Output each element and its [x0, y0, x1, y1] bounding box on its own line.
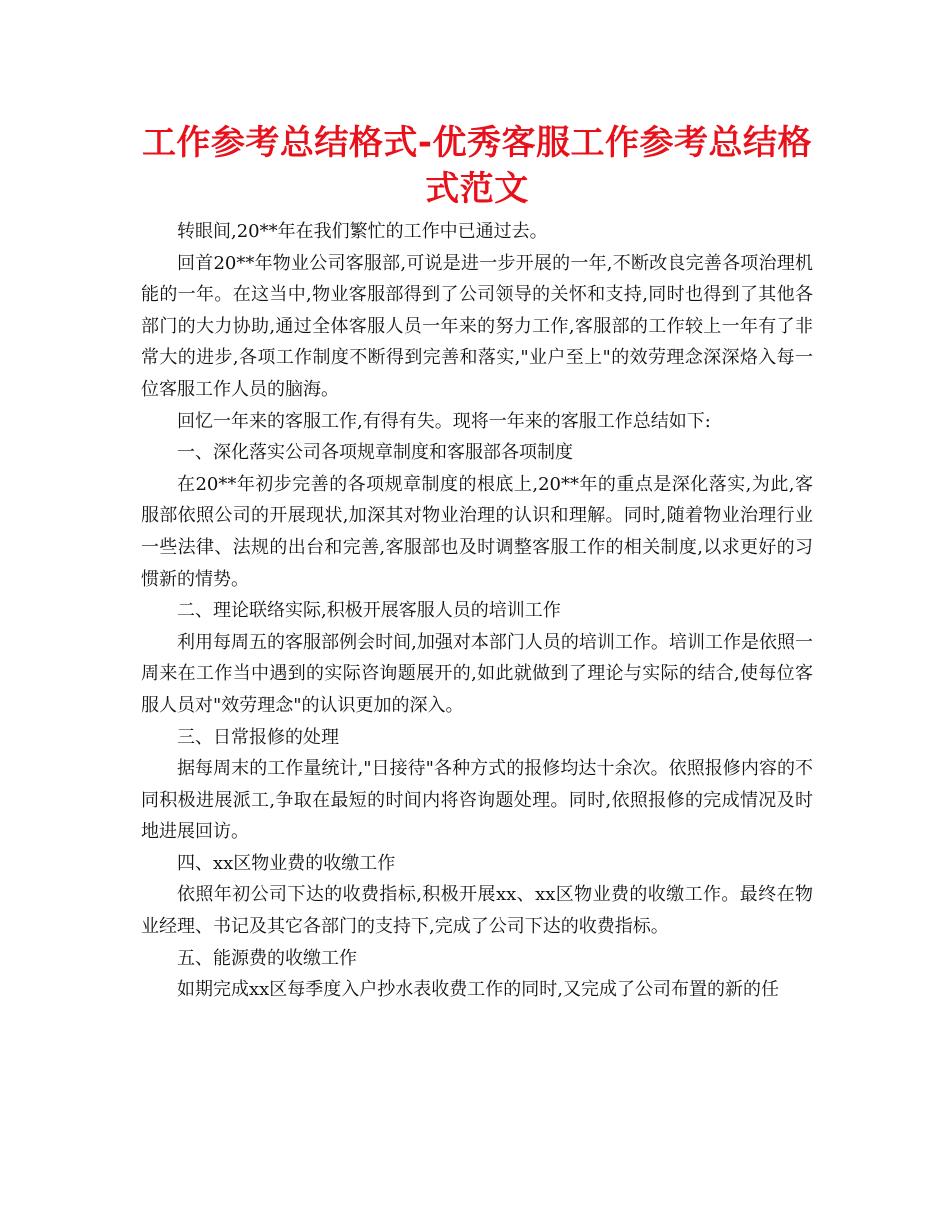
section-heading: 五、能源费的收缴工作: [177, 947, 357, 969]
document-title: 工作参考总结格式-优秀客服工作参考总结格式范文: [141, 123, 813, 209]
paragraph: 利用每周五的客服部例会时间,加强对本部门人员的培训工作。培训工作是依照一周来在工作当中遇到的实际咨询题展开的,如此就做到了理论与实际的结合,使每位客服人员对"效劳理念"的认识更加的深入。: [141, 631, 813, 716]
document-page: [141, 120, 813, 1006]
paragraph: 据每周末的工作量统计,"日接待"各种方式的报修均达十余次。依照报修内容的不同积极进展派工,争取在最短的时间内将咨询题处理。同时,依照报修的完成情况及时地进展回访。: [141, 758, 813, 843]
section-heading: 三、日常报修的处理: [177, 726, 339, 748]
section-heading: 一、深化落实公司各项规章制度和客服部各项制度: [177, 442, 573, 464]
paragraph: 在20**年初步完善的各项规章制度的根底上,20**年的重点是深化落实,为此,客服部依照公司的开展现状,加深其对物业治理的认识和理解。同时,随着物业治理行业一些法律、法规的出台和完善,客服部也及时调整客服工作的相关制度,以求更好的习惯新的情势。: [141, 473, 813, 590]
paragraph: 回首20**年物业公司客服部,可说是进一步开展的一年,不断改良完善各项治理机能的一年。在这当中,物业客服部得到了公司领导的关怀和支持,同时也得到了其他各部门的大力协助,通过全体客服人员一年来的努力工作,客服部的工作较上一年有了非常大的进步,各项工作制度不断得到完善和落实,"业户至上"的效劳理念深深烙入每一位客服工作人员的脑海。: [141, 252, 813, 400]
paragraph: 如期完成xx区每季度入户抄水表收费工作的同时,又完成了公司布置的新的任: [177, 979, 780, 1001]
section-heading: 四、xx区物业费的收缴工作: [177, 852, 396, 874]
paragraph: 回忆一年来的客服工作,有得有失。现将一年来的客服工作总结如下:: [177, 410, 711, 432]
section-heading: 二、理论联络实际,积极开展客服人员的培训工作: [177, 600, 561, 622]
paragraph: 依照年初公司下达的收费指标,积极开展xx、xx区物业费的收缴工作。最终在物业经理、书记及其它各部门的支持下,完成了公司下达的收费指标。: [141, 884, 813, 938]
document-body: [141, 216, 813, 1006]
paragraph: 转眼间,20**年在我们繁忙的工作中已通过去。: [177, 221, 548, 242]
